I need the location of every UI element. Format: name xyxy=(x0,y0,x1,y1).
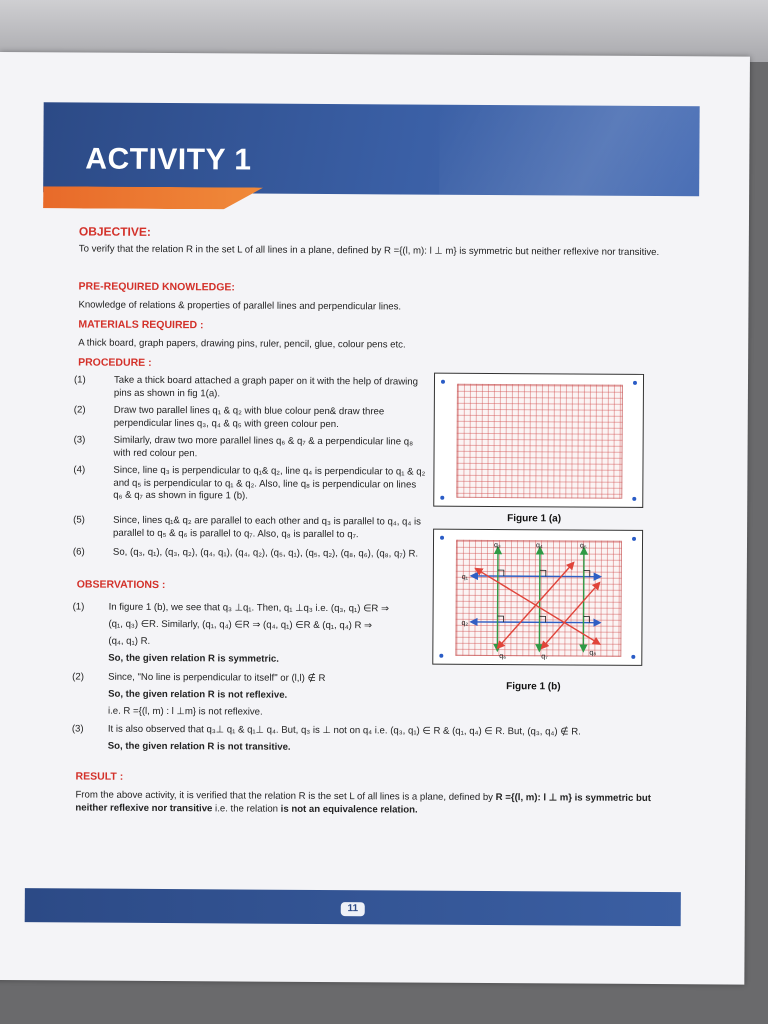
step-number: (4) xyxy=(73,464,86,476)
observation-conclusion: So, the given relation R is symmetric. xyxy=(108,652,279,665)
activity-banner xyxy=(43,102,700,196)
result-text-part: i.e. the relation xyxy=(212,803,281,815)
observation-line: It is also observed that q₃⊥ q₁ & q₁⊥ q₄. But, q₃ is ⊥ not on q₄ i.e. (q₃, q₁) ∈ R & (q₁, q₄) ∈ R. But, (q₃, q₄) ∉ R. xyxy=(107,723,581,738)
drawing-pin xyxy=(441,380,445,384)
line-q3 xyxy=(497,550,498,648)
observations-heading: OBSERVATIONS : xyxy=(76,578,166,592)
figure-1a-caption: Figure 1 (a) xyxy=(507,513,562,525)
observation-line: (q₁, q₃) ∈R. Similarly, (q₁, q₄) ∈R ⇒ (q₄, q₁) ∈R & (q₁, q₄) R ⇒ xyxy=(108,618,373,632)
line-q4 xyxy=(539,550,540,648)
lines-diagram xyxy=(433,530,642,665)
result-text-part: From the above activity, it is verified that the relation R is the set L of all lines is a plane, defined by xyxy=(75,789,496,804)
objective-text: To verify that the relation R in the set L of all lines in a plane, defined by R ={(l, m): l ⊥ m} is symmetric but neither reflexive nor transitive. xyxy=(78,243,660,259)
right-angle-mark xyxy=(540,570,546,576)
activity-title: ACTIVITY 1 xyxy=(85,142,252,177)
label-q2: q₂ xyxy=(461,619,469,627)
observation-number: (3) xyxy=(71,723,84,735)
procedure-step xyxy=(73,374,428,399)
observation-number: (2) xyxy=(72,671,84,683)
document-page xyxy=(0,52,750,985)
figure-1a xyxy=(433,373,644,508)
label-q6: q₆ xyxy=(499,653,507,661)
observation-line: Since, "No line is perpendicular to itself" or (l,l) ∉ R xyxy=(108,671,326,684)
step-number: (1) xyxy=(73,374,86,386)
materials-text: A thick board, graph papers, drawing pins, ruler, pencil, glue, colour pens etc. xyxy=(78,337,406,351)
figure-1b xyxy=(432,529,643,666)
label-q7: q₇ xyxy=(541,653,548,661)
label-q4: q₄ xyxy=(535,542,543,550)
right-angle-mark xyxy=(584,571,590,577)
right-angle-mark xyxy=(584,617,590,623)
observation-line: In figure 1 (b), we see that q₃ ⊥q₁. Then, q₁ ⊥q₃ i.e. (q₃, q₁) ∈R ⇒ xyxy=(108,601,390,615)
footer-bar xyxy=(25,888,681,926)
prereq-heading: PRE-REQUIRED KNOWLEDGE: xyxy=(78,280,235,294)
step-text: Since, lines q₁& q₂ are parallel to each other and q₃ is parallel to q₄, q₄ is parallel to q₅ & q₆ is parallel to q₇. Also, q₈ is parallel to q₇. xyxy=(113,514,421,540)
drawing-pin xyxy=(633,381,637,385)
procedure-step xyxy=(73,514,427,540)
prereq-text: Knowledge of relations & properties of parallel lines and perpendicular lines. xyxy=(78,299,402,313)
procedure-step xyxy=(72,546,427,560)
line-q8 xyxy=(477,570,597,643)
label-q3: q₃ xyxy=(493,542,501,550)
procedure-step xyxy=(73,464,427,502)
result-heading: RESULT : xyxy=(75,770,124,783)
observation-conclusion: So, the given relation R is not reflexive. xyxy=(108,688,288,701)
line-q1 xyxy=(474,576,598,577)
step-text: Take a thick board attached a graph paper on it with the help of drawing pins as shown in fig 1(a). xyxy=(113,374,419,399)
right-angle-mark xyxy=(498,570,504,576)
result-text-bold: is not an equivalence relation. xyxy=(280,803,418,816)
procedure-step xyxy=(73,434,428,459)
label-q5: q₅ xyxy=(579,542,587,550)
observation-line: (q₄, q₁) R. xyxy=(108,635,151,647)
line-q2 xyxy=(474,622,598,623)
objective-heading: OBJECTIVE: xyxy=(78,224,151,239)
materials-heading: MATERIALS REQUIRED : xyxy=(78,318,204,332)
step-number: (2) xyxy=(73,404,86,416)
figure-1b-caption: Figure 1 (b) xyxy=(506,681,561,693)
observation-conclusion: So, the given relation R is not transitive. xyxy=(107,740,291,753)
orange-accent-bar xyxy=(43,186,263,209)
step-text: Similarly, draw two more parallel lines q₆ & q₇ & a perpendicular line q₈ with red colour pen. xyxy=(113,434,414,459)
result-text-bold: R ={(l, m): l ⊥ m} is symmetric but neither reflexive nor transitive xyxy=(75,792,651,815)
drawing-pin xyxy=(632,497,636,501)
drawing-pin xyxy=(440,496,444,500)
right-angle-mark xyxy=(540,616,546,622)
observation-line: i.e. R ={(l, m) : l ⊥m} is not reflexive. xyxy=(107,705,263,718)
label-q1: q₁ xyxy=(461,573,469,581)
procedure-heading: PROCEDURE : xyxy=(78,356,152,369)
banner-shine xyxy=(439,105,700,197)
page-number: 11 xyxy=(341,902,365,916)
right-angle-mark xyxy=(498,616,504,622)
label-q8: q₈ xyxy=(589,649,597,657)
step-text: So, (q₃, q₁), (q₃, q₂), (q₄, q₁), (q₄, q₂), (q₅, q₁), (q₅, q₂), (q₈, q₆), (q₈, q₇) R. xyxy=(112,546,419,560)
observation-number: (1) xyxy=(72,601,85,613)
step-number: (5) xyxy=(73,514,85,526)
graph-paper xyxy=(456,384,623,499)
procedure-step xyxy=(73,404,428,430)
step-text: Draw two parallel lines q₁ & q₂ with blue colour pen& draw three perpendicular lines q₃, q₄ & q₅ with green colour pen. xyxy=(113,404,385,430)
step-number: (3) xyxy=(73,434,86,446)
step-text: Since, line q₃ is perpendicular to q₁& q₂, line q₄ is perpendicular to q₁ & q₂ and q₅ is perpendicular to q₁ & q₂. Also, line q₈ is perpendicular on lines q₆ & q₇ as shown in figure 1 (b). xyxy=(113,464,426,502)
step-number: (6) xyxy=(72,546,85,558)
result-text xyxy=(75,788,653,818)
